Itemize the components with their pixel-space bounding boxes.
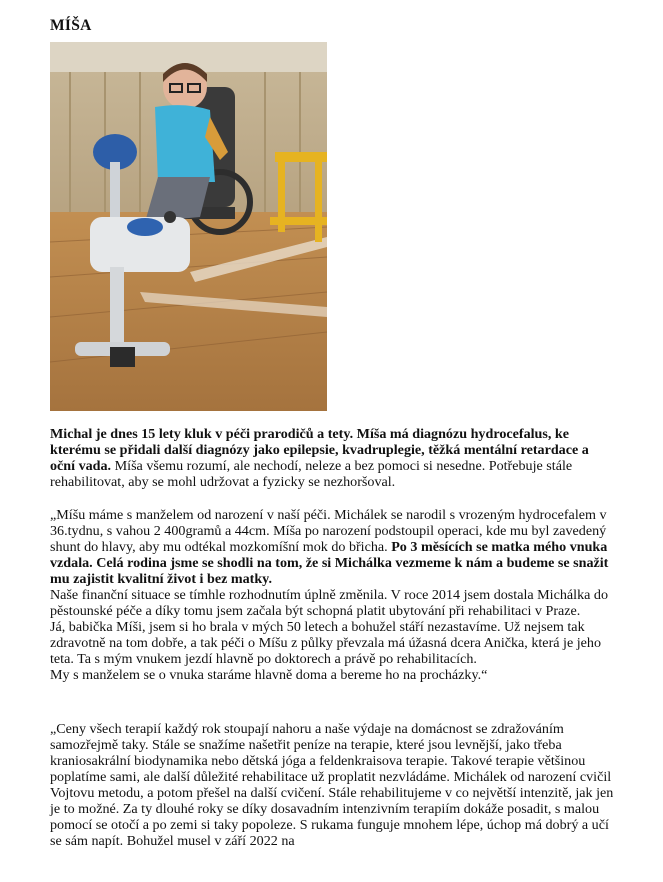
intro-normal-text: Míša všemu rozumí, ale nechodí, neleze a bez pomoci si nesedne. Potřebuje stále rehabilitovat, aby se mohl udržovat a fyzicky se nezhoršoval. [50,458,573,490]
page-title: MÍŠA [50,17,92,34]
quote2-p1-text: „Ceny všech terapií každý rok stoupají nahoru a naše výdaje na domácnost se zdražováním samozřejmě taky. Stále se snažíme našetřit peníze na terapie, které jsou levnější, jako třeba kraniosakrální biodynamika nebo dětská jóga a feldenkraisova terapie. Takové terapie většinou poplatíme sami, ale další důležité rehabilitace už proplatit nezvládáme. Michálek od narození cvičil Vojtovu metodu, a potom přešel na další cvičení. Stále rehabilitujeme v co největší intenzitě, jak jen je to možné. Za ty dlouhé roky se díky dosavadním intenzivním terapiím dokáže posadit, s malou pomocí se otočí a po zemi si taky popoleze. S rukama funguje mnohem lépe, úchop má dobrý a učí se sám napít. Bohužel musel v září 2022 na [50,721,614,849]
quote1-p3-text: Já, babička Míši, jsem si ho brala v mých 50 letech a bohužel stáří nezastavíme. Už nejsem tak zdravotně na tom dobře, a tak péči o Míšu z půlky převzala má úžasná dcera Anička, která je jeho teta. Ta s mým vnukem jezdí hlavně po doktorech a právě po rehabilitacích. [50,619,601,667]
quote1-p4-text: My s manželem se o vnuka staráme hlavně doma a bereme ho na procházky.“ [50,667,488,683]
quote1-p1-bold-text: Po 3 měsících se matka mého vnuka vzdala. Celá rodina jsme se shodli na tom, že si Michálka vezmeme k nám a budeme se snažit mu zajistit kvalitní život i bez matky. [50,539,609,587]
intro-paragraph [50,426,616,490]
quote1-p1-text: „Míšu máme s manželem od narození v naší péči. Michálek se narodil s vrozeným hydrocefalem v 36.tydnu, s vahou 2 400gramů a 44cm. Míša po narození podstoupil operaci, kde mu byl zavedený shunt do hlavy, aby mu odtékal mozkomíšní mok do břicha. [50,507,607,555]
intro-bold-text: Michal je dnes 15 lety kluk v péči prarodičů a tety. Míša má diagnózu hydrocefalus, ke kterému se přidali další diagnózy jako epilepsie, kvadruplegie, těžká mentální retardace a oční vada. [50,426,589,474]
quote1-p2-text: Naše finanční situace se tímhle rozhodnutím úplně změnila. V roce 2014 jsem dostala Michálka do pěstounské péče a díky tomu jsem začala být schopná platit ubytování při rehabilitaci v Praze. [50,587,608,619]
quote-block-1 [50,507,616,683]
quote-block-2 [50,721,616,849]
photo-child-on-exercise-bike [50,42,327,411]
